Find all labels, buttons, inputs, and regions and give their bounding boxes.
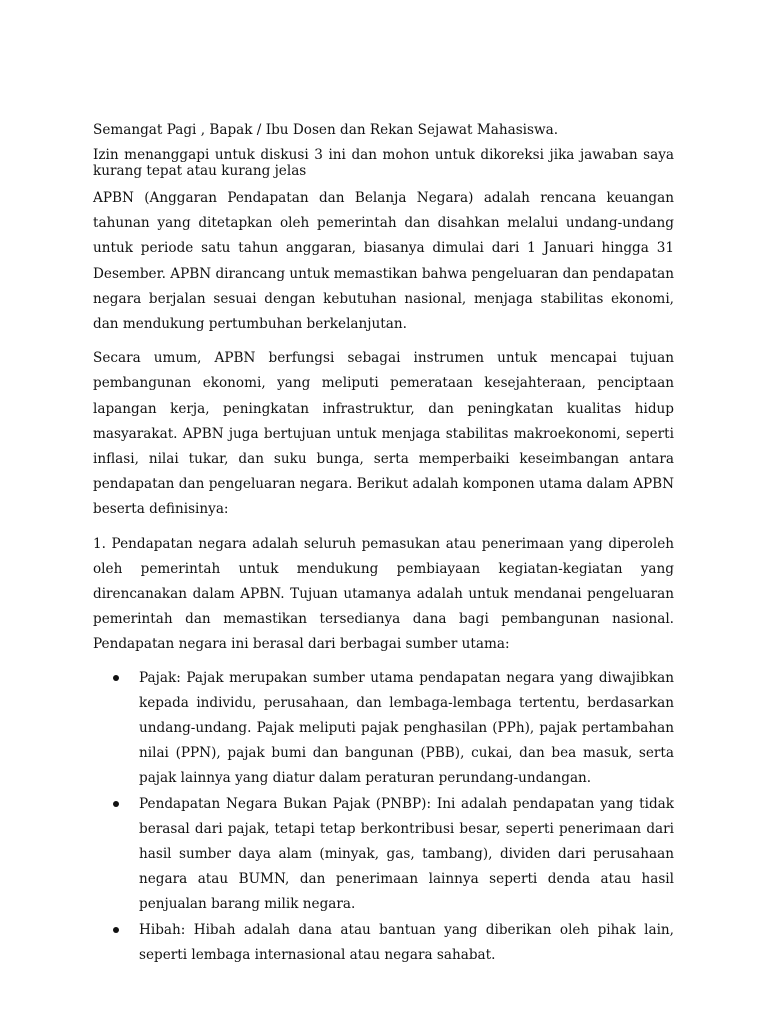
- greeting-line: Semangat Pagi , Bapak / Ibu Dosen dan Rekan Sejawat Mahasiswa.: [93, 122, 559, 138]
- apbn-definition-paragraph: APBN (Anggaran Pendapatan dan Belanja Negara) adalah rencana keuangan tahunan yang ditetapkan oleh pemerintah dan disahkan melalui undang-undang untuk periode satu tahun anggaran, biasanya dimulai dari 1 Januari hingga 31 Desember. APBN dirancang untuk memastikan bahwa pengeluaran dan pendapatan negara berjalan sesuai dengan kebutuhan nasional, menjaga stabilitas ekonomi, dan mendukung pertumbuhan berkelanjutan.: [93, 190, 674, 333]
- state-revenue-paragraph: 1. Pendapatan negara adalah seluruh pemasukan atau penerimaan yang diperoleh oleh pemerintah untuk mendukung pembiayaan kegiatan-kegiatan yang direncanakan dalam APBN. Tujuan utamanya adalah untuk mendanai pengeluaran pemerintah dan memastikan tersedianya dana bagi pembangunan nasional. Pendapatan negara ini berasal dari berbagai sumber utama:: [93, 535, 674, 653]
- intro-paragraph: Izin menanggapi untuk diskusi 3 ini dan mohon untuk dikoreksi jika jawaban saya kurang tepat atau kurang jelas: [93, 147, 674, 179]
- list-item-text: Hibah: Hibah adalah dana atau bantuan yang diberikan oleh pihak lain, seperti lembaga internasional atau negara sahabat.: [139, 921, 674, 963]
- document-body: [93, 121, 674, 968]
- bullet-icon: [113, 675, 119, 681]
- bullet-icon: [113, 927, 119, 933]
- list-item-text: Pendapatan Negara Bukan Pajak (PNBP): Ini adalah pendapatan yang tidak berasal dari pajak, tetapi tetap berkontribusi besar, seperti penerimaan dari hasil sumber daya alam (minyak, gas, tambang), dividen dari perusahaan negara atau BUMN, dan penerimaan lainnya seperti denda atau hasil penjualan barang milik negara.: [139, 795, 674, 913]
- apbn-function-paragraph: Secara umum, APBN berfungsi sebagai instrumen untuk mencapai tujuan pembangunan ekonomi, yang meliputi pemerataan kesejahteraan, penciptaan lapangan kerja, peningkatan infrastruktur, dan peningkatan kualitas hidup masyarakat. APBN juga bertujuan untuk menjaga stabilitas makroekonomi, seperti inflasi, nilai tukar, dan suku bunga, serta memperbaiki keseimbangan antara pendapatan dan pengeluaran negara. Berikut adalah komponen utama dalam APBN beserta definisinya:: [93, 350, 674, 518]
- list-item: [93, 918, 674, 968]
- bullet-icon: [113, 801, 119, 807]
- list-item: [93, 792, 674, 918]
- revenue-sources-list: [93, 666, 674, 968]
- list-item: [93, 666, 674, 792]
- list-item-text: Pajak: Pajak merupakan sumber utama pendapatan negara yang diwajibkan kepada individu, perusahaan, dan lembaga-lembaga tertentu, berdasarkan undang-undang. Pajak meliputi pajak penghasilan (PPh), pajak pertambahan nilai (PPN), pajak bumi dan bangunan (PBB), cukai, dan bea masuk, serta pajak lainnya yang diatur dalam peraturan perundang-undangan.: [139, 669, 674, 787]
